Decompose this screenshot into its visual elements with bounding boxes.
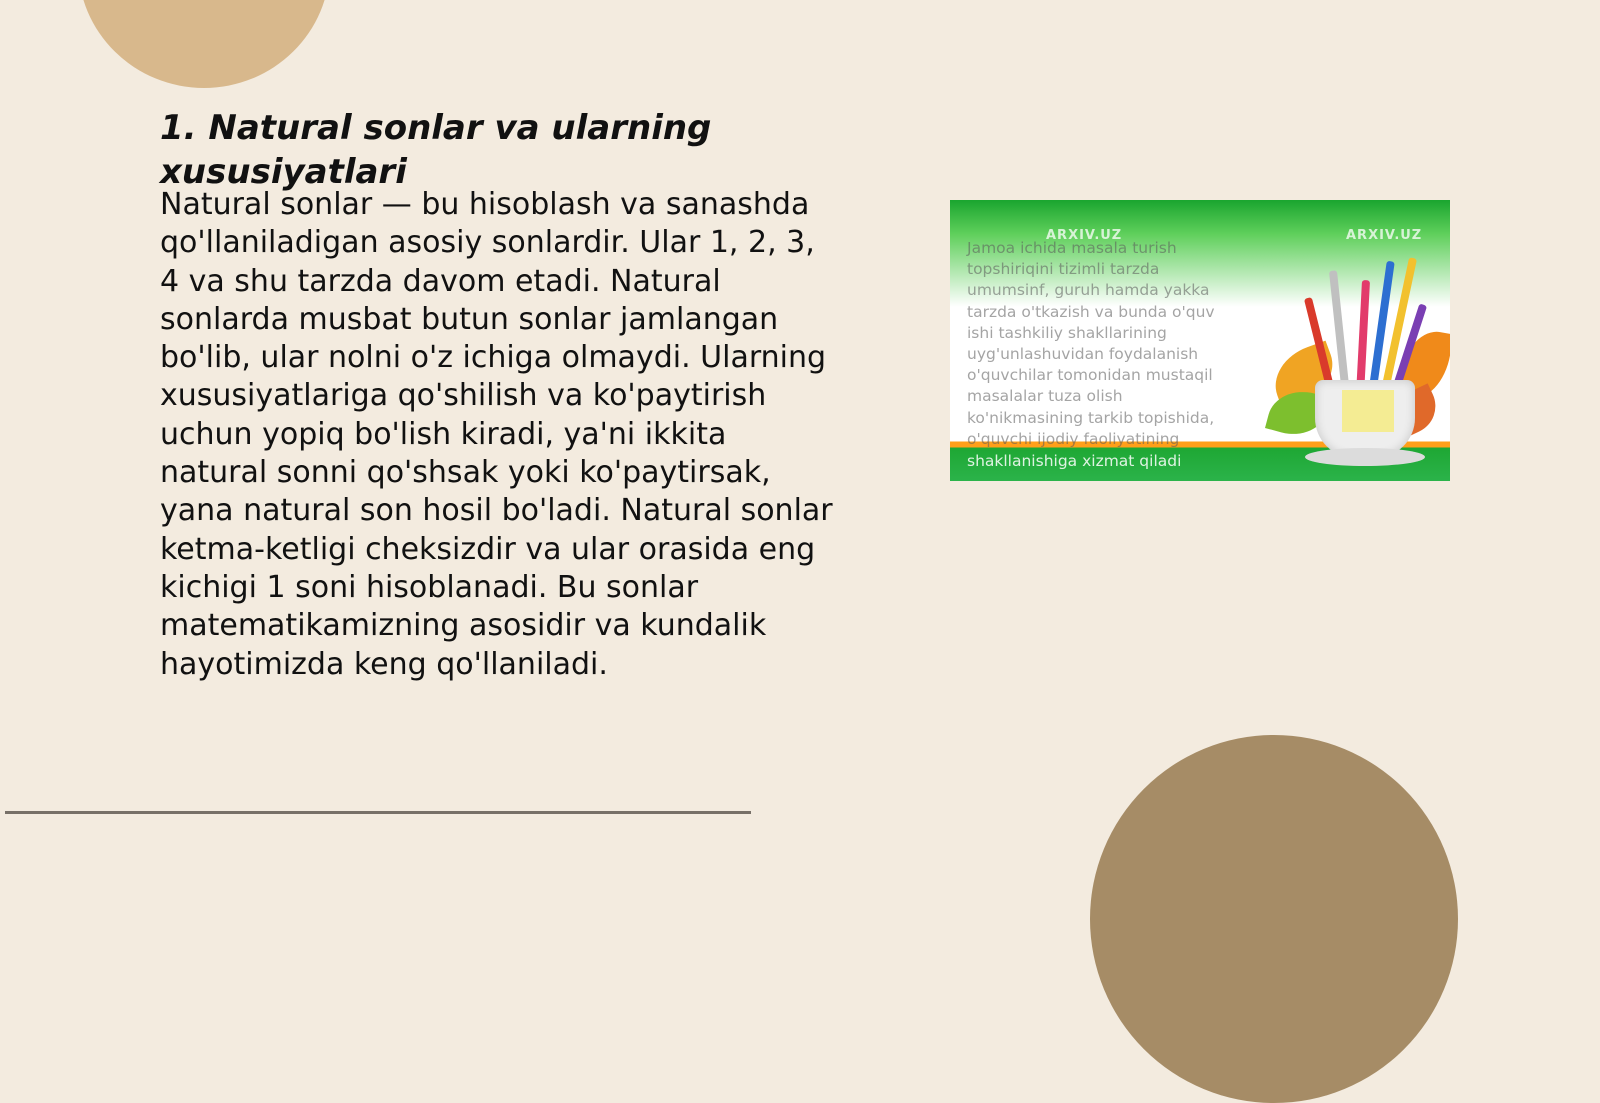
- pencil-shape: [1356, 280, 1370, 395]
- slide-body-text: Natural sonlar — bu hisoblash va sanashda qo'llaniladigan asosiy sonlardir. Ular 1, 2, 3, 4 va shu tarzda davom etadi. Natural sonlarda musbat butun sonlar jamlangan bo'lib, ular nolni o'z ichiga olmaydi. Ularning xususiyatlariga qo'shilish va ko'paytirish uchun yopiq bo'lish kiradi, ya'ni ikkita natural sonni qo'shsak yoki ko'paytirsak, yana natural son hosil bo'ladi. Natural sonlar ketma-ketligi cheksizdir va ular orasida eng kichigi 1 soni hisoblanadi. Bu sonlar matematikamizning asosidir va kundalik hayotimizda keng qo'llaniladi.: [160, 187, 833, 682]
- decorative-circle-top: [78, 0, 330, 88]
- horizontal-divider: [5, 811, 751, 814]
- image-watermark-right: ARXIV.UZ: [1346, 228, 1423, 243]
- cup-base: [1305, 448, 1425, 466]
- image-footer-text: shakllanishiga xizmat qiladi: [967, 452, 1182, 470]
- image-watermark-left: ARXIV.UZ: [1046, 228, 1123, 243]
- slide-image: [950, 200, 1450, 481]
- decorative-circle-bottom: [1090, 735, 1458, 1103]
- image-overlay-text: Jamoa ichida masala turish topshiriqini tizimli tarzda umumsinf, guruh hamda yakka tarzda o'tkazish va bunda o'quv ishi tashkiliy shakllarining uyg'unlashuvidan foydalanish o'quvchilar tomonidan mustaqil masalalar tuza olish ko'nikmasining tarkib topishida, o'quvchi ijodiy faoliyatining: [967, 239, 1215, 448]
- sticky-note: [1342, 390, 1394, 432]
- pencil-shape: [1329, 270, 1350, 395]
- slide-title: 1. Natural sonlar va ularning xususiyatlari: [160, 108, 712, 192]
